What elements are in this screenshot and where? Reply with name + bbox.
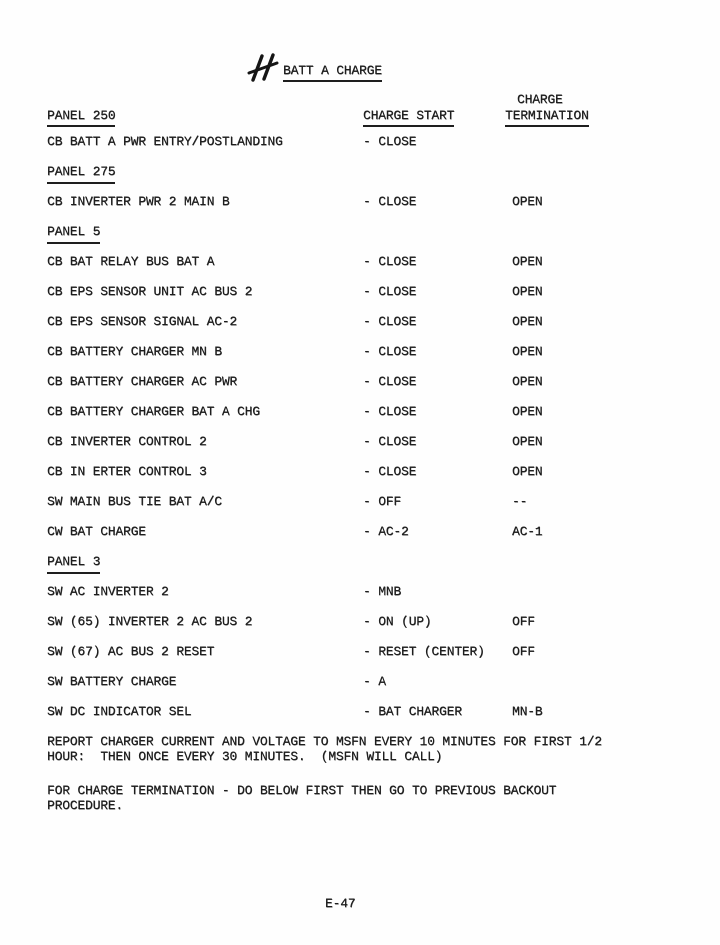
- charge-start-value: - CLOSE: [363, 254, 417, 269]
- item-label: SW DC INDICATOR SEL: [47, 704, 192, 719]
- panel-label: PANEL 3: [47, 554, 100, 574]
- item-label: CB IN ERTER CONTROL 3: [47, 464, 207, 479]
- charge-start-value: - CLOSE: [363, 194, 417, 209]
- checklist-row: [0, 464, 720, 494]
- charge-termination-value: MN-B: [512, 704, 543, 719]
- charge-termination-value: OPEN: [512, 374, 543, 389]
- note-paragraph: [47, 734, 602, 764]
- charge-start-value: - CLOSE: [363, 374, 417, 389]
- checklist-row: [0, 194, 720, 224]
- charge-start-value: - CLOSE: [363, 284, 417, 299]
- item-label: SW (65) INVERTER 2 AC BUS 2: [47, 614, 253, 629]
- checklist-row: [0, 674, 720, 704]
- checklist-row: [0, 584, 720, 614]
- checklist-row: [0, 374, 720, 404]
- page-number: E-47: [325, 896, 356, 911]
- charge-start-value: - OFF: [363, 494, 402, 509]
- charge-start-value: - A: [363, 674, 386, 689]
- charge-termination-value: OPEN: [512, 284, 543, 299]
- item-label: CB BATTERY CHARGER MN B: [47, 344, 222, 359]
- checklist-row: [0, 494, 720, 524]
- item-label: SW BATTERY CHARGE: [47, 674, 177, 689]
- checklist-row: [0, 254, 720, 284]
- charge-termination-header-line1: CHARGE: [517, 92, 563, 107]
- charge-start-value: - ON (UP): [363, 614, 432, 629]
- item-label: SW MAIN BUS TIE BAT A/C: [47, 494, 222, 509]
- checklist-row: [0, 644, 720, 674]
- charge-termination-value: OPEN: [512, 404, 543, 419]
- note-line: FOR CHARGE TERMINATION - DO BELOW FIRST THEN GO TO PREVIOUS BACKOUT: [47, 783, 557, 798]
- charge-start-value: - RESET (CENTER): [363, 644, 485, 659]
- checklist-row: [0, 404, 720, 434]
- item-label: CB EPS SENSOR SIGNAL AC-2: [47, 314, 238, 329]
- handwritten-h-icon: [247, 53, 279, 83]
- checklist-row: [0, 614, 720, 644]
- panel-label: PANEL 5: [47, 224, 100, 244]
- charge-start-value: - CLOSE: [363, 434, 417, 449]
- charge-termination-value: OPEN: [512, 464, 543, 479]
- panel-section-row: [0, 224, 720, 254]
- charge-start-value: - CLOSE: [363, 314, 417, 329]
- charge-termination-value: OPEN: [512, 254, 543, 269]
- item-label: CB INVERTER CONTROL 2: [47, 434, 207, 449]
- panel-label: PANEL 275: [47, 164, 115, 184]
- item-label: CB BAT RELAY BUS BAT A: [47, 254, 215, 269]
- charge-termination-value: --: [512, 494, 528, 509]
- panel-section-row: [0, 554, 720, 584]
- charge-termination-value: OPEN: [512, 194, 543, 209]
- charge-start-header: CHARGE START: [363, 108, 454, 127]
- panel-250-header: PANEL 250: [47, 108, 115, 127]
- charge-start-value: - BAT CHARGER: [363, 704, 462, 719]
- panel-section-row: [0, 164, 720, 194]
- notes: [47, 734, 602, 813]
- checklist-row: [0, 704, 720, 734]
- item-label: CB BATTERY CHARGER AC PWR: [47, 374, 238, 389]
- item-label: CW BAT CHARGE: [47, 524, 146, 539]
- note-line: PROCEDURE.: [47, 798, 124, 813]
- page-title: [283, 63, 382, 78]
- charge-termination-value: OPEN: [512, 344, 543, 359]
- item-label: CB INVERTER PWR 2 MAIN B: [47, 194, 230, 209]
- item-label: SW (67) AC BUS 2 RESET: [47, 644, 215, 659]
- note-line: HOUR: THEN ONCE EVERY 30 MINUTES. (MSFN WILL CALL): [47, 749, 443, 764]
- page-title-text: BATT A CHARGE: [283, 63, 382, 82]
- charge-termination-value: OFF: [512, 614, 535, 629]
- checklist-row: [0, 284, 720, 314]
- charge-start-value: - CLOSE: [363, 464, 417, 479]
- charge-start-value: - CLOSE: [363, 344, 417, 359]
- checklist-row: [0, 314, 720, 344]
- charge-termination-value: OFF: [512, 644, 535, 659]
- item-label: CB BATT A PWR ENTRY/POSTLANDING: [47, 134, 283, 149]
- checklist-row: [0, 134, 720, 164]
- charge-termination-value: AC-1: [512, 524, 543, 539]
- charge-start-value: - MNB: [363, 584, 402, 599]
- note-paragraph: [47, 783, 602, 813]
- charge-start-value: - AC-2: [363, 524, 409, 539]
- charge-start-value: - CLOSE: [363, 134, 417, 149]
- item-label: CB EPS SENSOR UNIT AC BUS 2: [47, 284, 253, 299]
- checklist-row: [0, 344, 720, 374]
- checklist-row: [0, 524, 720, 554]
- checklist-rows: [0, 134, 720, 734]
- charge-termination-value: OPEN: [512, 434, 543, 449]
- note-line: REPORT CHARGER CURRENT AND VOLTAGE TO MSFN EVERY 10 MINUTES FOR FIRST 1/2: [47, 734, 602, 749]
- item-label: SW AC INVERTER 2: [47, 584, 169, 599]
- charge-termination-header-line2: TERMINATION: [505, 108, 589, 127]
- item-label: CB BATTERY CHARGER BAT A CHG: [47, 404, 260, 419]
- checklist-row: [0, 434, 720, 464]
- charge-termination-value: OPEN: [512, 314, 543, 329]
- charge-start-value: - CLOSE: [363, 404, 417, 419]
